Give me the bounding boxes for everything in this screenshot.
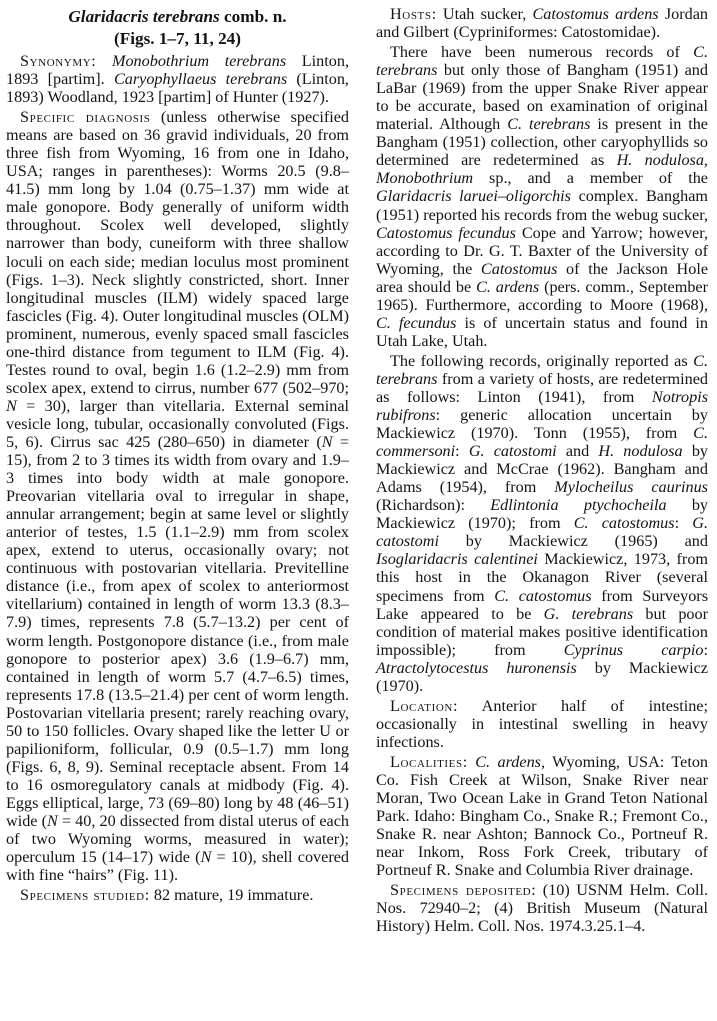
body-text: : <box>674 514 693 533</box>
body-text: (10) USNM Helm. Coll. Nos. 72940–2; (4) British Museum (Natural History) Helm. Coll. Nos. 1974.3.25.1–4. <box>376 881 708 936</box>
body-text: = 40, 20 dissected from distal uterus of each of two Wyoming worms, measured in water); operculum 15 (14–17) wide ( <box>6 811 349 867</box>
section-heading: Specific diagnosis <box>20 108 151 127</box>
body-text: Cope and Yarrow; however, according to Dr. G. T. Baxter of the University of Wyoming, the <box>376 223 708 278</box>
body-text: from a variety of hosts, are redetermined as follows: Linton (1941), from <box>376 369 708 406</box>
body-text: Jordan and Gilbert (Cypriniformes: Catostomidae). <box>376 5 709 42</box>
body-text: There have been numerous records of <box>390 43 694 62</box>
paragraph-location <box>376 697 708 751</box>
italic-term: H. nodulosa, Monobothrium <box>376 151 708 188</box>
italic-term: C. catostomus <box>573 514 675 533</box>
left-paragraphs <box>6 52 349 904</box>
body-text: : generic allocation uncertain by Mackiewicz (1970). Tonn (1955), from <box>376 406 708 443</box>
body-text: but poor condition of material makes positive identification impossible); from <box>376 604 708 659</box>
body-text: Mackiewicz, 1973, from this host in the Okanagon River (several specimens from <box>376 550 709 605</box>
section-heading: Synonymy: <box>20 52 97 70</box>
body-text: (pers. comm., September 1965). Furthermore, according to Moore (1968), <box>376 277 708 314</box>
italic-term: Cyprinus carpio <box>563 640 704 659</box>
italic-term: C. terebrans <box>376 351 708 388</box>
paragraph-records-discussion <box>376 43 708 350</box>
body-text: (Richardson): <box>376 496 491 515</box>
right-column <box>376 2 708 937</box>
body-text: Anterior half of intestine; occasionally in intestinal swelling in heavy infections. <box>376 696 708 751</box>
body-text: by Mackiewicz and McCrae (1962). Bangham and Adams (1954), from <box>376 442 709 497</box>
body-text: by Mackiewicz (1970); from <box>376 496 708 533</box>
italic-term: G. catostomi <box>468 442 557 461</box>
body-text: : <box>703 640 708 659</box>
italic-term: C. fecundus <box>376 313 457 332</box>
italic-term: C. terebrans <box>507 115 591 134</box>
italic-term: N <box>6 396 17 415</box>
body-text: Linton, 1893 [partim]. <box>6 52 349 89</box>
italic-term: C. ardens <box>476 277 540 296</box>
italic-term: C. terebrans <box>376 43 708 80</box>
section-heading: Specimens studied: <box>20 886 150 905</box>
italic-term: Catostomus <box>480 259 558 278</box>
body-text: (Linton, 1893) Woodland, 1923 [partim] of Hunter (1927). <box>6 70 349 107</box>
body-text: = 15), from 2 to 3 times its width from ovary and 1.9–3 times into body width at male gonopore. Preovarian vitellaria oval to irregular in shape, annular arrangement; begin at same level or slightly anterior of testes, 1.5 (1.1–2.9) mm from scolex apex, extend to uterus, occasionally ovary; not continuous with postovarian vitellaria. Previtelline distance (i.e., from apex of scolex to anteriormost vitellarium) contained in length of worm 13.3 (8.3–7.9) times, represents 7.8 (5.7–13.2) per cent of worm length. Postgonopore distance (i.e., from male gonopore to posterior apex) 3.6 (1.9–6.7) mm, contained in length of worm 5.7 (4.7–6.5) times, represents 17.8 (13.5–21.4) per cent of worm length. Postovarian vitellaria present; rarely reaching ovary, 50 to 150 follicles. Ovary shaped like the letter U or papilioniform, follicular, 0.9 (0.5–1.7) mm long (Figs. 6, 8, 9). Seminal receptacle absent. From 14 to 16 osmoregulatory canals at midbody (Fig. 4). Eggs elliptical, large, 73 (69–80) long by 48 (46–51) wide ( <box>6 432 349 830</box>
paragraph-specific-diagnosis <box>6 108 349 884</box>
body-text: is present in the Bangham (1951) collection, other caryophyllids so determined are redetermined as <box>376 115 708 170</box>
body-text: Utah sucker, <box>436 5 533 23</box>
italic-term: N <box>200 848 212 867</box>
italic-term: Atractolytocestus huronensis <box>376 658 577 677</box>
italic-term: Mylocheilus caurinus <box>554 478 708 497</box>
body-text: by Mackiewicz (1970). <box>376 658 708 695</box>
section-heading: Localities: <box>390 752 468 771</box>
body-text: : <box>455 442 469 461</box>
body-text: = 10), shell covered with fine “hairs” (Fig. 11). <box>6 848 349 885</box>
italic-term: H. nodulosa <box>598 442 683 461</box>
italic-term: Catostomus ardens <box>532 5 659 23</box>
body-text: and <box>556 442 599 461</box>
italic-term: C. ardens <box>475 752 541 771</box>
body-text: is of uncertain status and found in Utah Lake, Utah. <box>376 313 708 350</box>
body-text: but only those of Bangham (1951) and LaBar (1969) from the upper Snake River appear to be accurate, based on examination of original material. Although <box>376 61 708 134</box>
left-column <box>6 0 349 906</box>
body-text: by Mackiewicz (1965) and <box>438 532 708 551</box>
italic-term: G. terebrans <box>543 604 634 623</box>
body-text: complex. Bangham (1951) reported his records from the webug sucker, <box>376 187 709 224</box>
italic-term: Edlintonia ptychocheila <box>490 496 667 515</box>
section-heading: Location: <box>390 696 459 715</box>
body-text: The following records, originally reported as <box>390 351 694 370</box>
italic-term: C. catostomus <box>494 586 592 605</box>
italic-term: C. commersoni <box>376 424 708 461</box>
italic-term: G. catostomi <box>376 514 708 551</box>
body-text: = 30), larger than vitellaria. External seminal vesicle long, tubular, occasionally convoluted (Figs. 5, 6). Cirrus sac 425 (280–650) in diameter ( <box>6 396 349 451</box>
paragraph-localities <box>376 753 708 879</box>
species-name: Glaridacris terebrans <box>68 7 220 26</box>
body-text: (unless otherwise specified means are based on 36 gravid individuals, 20 from three fish from Wyoming, 16 from one in Idaho, USA; ranges in parentheses): Worms 20.5 (9.8–41.5) mm long by 1.04 (0.75–1.37) mm wide at male gonopore. Body generally of uniform width throughout. Scolex well developed, slightly narrower than body, cuneiform with three shallow loculi on each side; median loculus most prominent (Figs. 1–3). Neck slightly constricted, short. Inner longitudinal muscles (ILM) widely spaced large fascicles (Fig. 4). Outer longitudinal muscles (OLM) prominent, numerous, evenly spaced small fascicles one-third distance from tegument to ILM (Fig. 4). Testes round to oval, begin 1.6 (1.2–2.9) mm from scolex apex, extend to cirrus, number 677 (502–970; <box>6 108 350 397</box>
section-heading: Hosts: <box>390 5 437 23</box>
paragraph-hosts <box>376 5 708 41</box>
section-heading: Specimens deposited: <box>390 881 537 900</box>
species-title <box>6 6 349 27</box>
species-status: comb. n. <box>219 7 287 26</box>
body-text <box>96 52 112 70</box>
italic-term: Monobothrium terebrans <box>111 52 287 70</box>
italic-term: N <box>46 811 58 830</box>
paragraph-specimens-deposited <box>376 881 708 935</box>
paragraph-specimens-studied <box>6 886 349 904</box>
paragraph-synonymy <box>6 52 349 106</box>
italic-term: Glaridacris laruei–oligorchis <box>376 187 571 206</box>
species-heading <box>6 6 349 49</box>
italic-term: Notropis rubifrons <box>376 387 708 425</box>
italic-term: N <box>321 432 333 451</box>
italic-term: Caryophyllaeus terebrans <box>113 70 288 89</box>
body-text: from Surveyors Lake appeared to be <box>376 586 708 623</box>
body-text: , Wyoming, USA: Teton Co. Fish Creek at Wilson, Snake River near Moran, Two Ocean Lake in Grand Teton National Park. Idaho: Bingham Co., Snake R.; Fremont Co., Snake R. near Ashton; Bannock Co., Portneuf R. near Inkom, Ross Fork Creek, tributary of Portneuf R. Snake and Columbia River drainage. <box>376 752 708 880</box>
figure-reference: (Figs. 1–7, 11, 24) <box>114 29 241 48</box>
italic-term: Catostomus fecundus <box>376 223 516 242</box>
paragraph-redeterminations <box>376 352 708 695</box>
body-text: sp., and a member of the <box>473 169 708 188</box>
italic-term: Isoglaridacris calentinei <box>376 550 538 569</box>
body-text: 82 mature, 19 immature. <box>149 886 314 905</box>
body-text: of the Jackson Hole area should be <box>376 259 709 296</box>
right-paragraphs <box>376 5 708 935</box>
